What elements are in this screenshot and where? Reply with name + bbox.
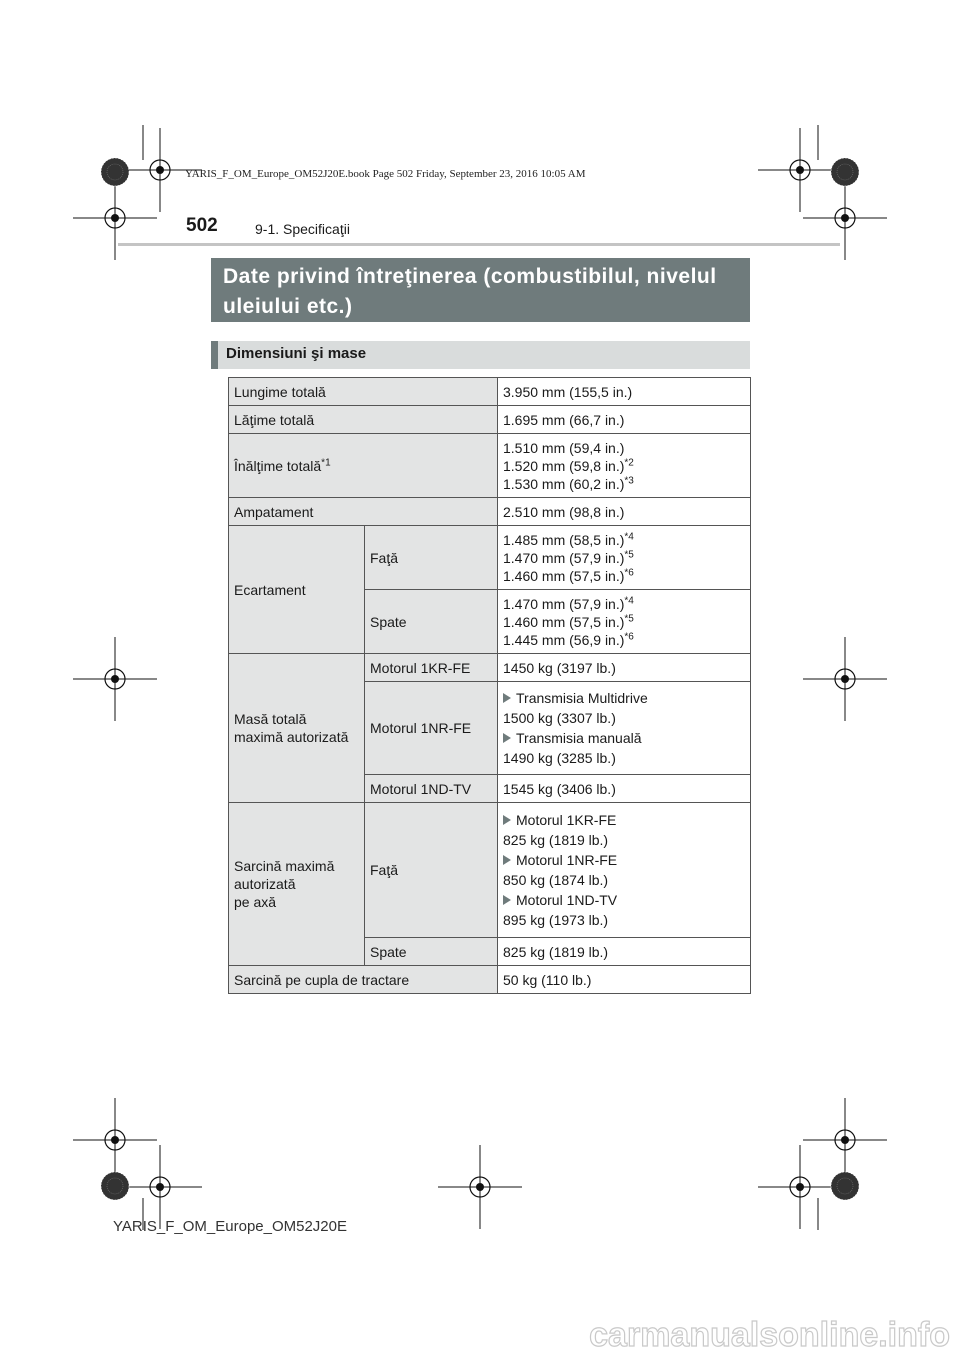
subsection-title: Dimensiuni şi mase xyxy=(211,341,750,369)
row-label: Motorul 1NR-FE xyxy=(365,682,498,775)
row-label: Motorul 1ND-TV xyxy=(365,775,498,803)
row-label: Lăţime totală xyxy=(229,406,498,434)
row-label: Faţă xyxy=(365,803,498,938)
row-label: Lungime totală xyxy=(229,378,498,406)
row-label: Faţă xyxy=(365,526,498,590)
row-label: Motorul 1KR-FE xyxy=(365,654,498,682)
row-label: Spate xyxy=(365,590,498,654)
section-label: 9-1. Specificaţii xyxy=(255,221,350,237)
row-value: 3.950 mm (155,5 in.) xyxy=(498,378,751,406)
group-label: Masă totală maximă autorizată xyxy=(229,654,365,803)
row-value: 825 kg (1819 lb.) xyxy=(498,938,751,966)
row-value: 1.485 mm (58,5 in.)$^{*4}$ 1.470 mm (57,9 in.)$^{*5}$ 1.460 mm (57,5 in.)$^{*6}$ xyxy=(498,526,751,590)
row-value: 2.510 mm (98,8 in.) xyxy=(498,498,751,526)
watermark-text: carmanualsonline.info xyxy=(589,1316,950,1354)
group-label: Sarcină maximă autorizată pe axă xyxy=(229,803,365,966)
row-value: 1.470 mm (57,9 in.)$^{*4}$ 1.460 mm (57,5 in.)$^{*5}$ 1.445 mm (56,9 in.)$^{*6}$ xyxy=(498,590,751,654)
row-label: Spate xyxy=(365,938,498,966)
row-label: Înălţime totală$^{*1}$ xyxy=(229,434,498,498)
row-value: Transmisia Multidrive 1500 kg (3307 lb.) Transmisia manuală 1490 kg (3285 lb.) xyxy=(498,682,751,775)
page-number: 502 xyxy=(186,215,218,236)
book-header: YARIS_F_OM_Europe_OM52J20E.book Page 502 Friday, September 23, 2016 10:05 AM xyxy=(185,168,586,180)
row-value: 1450 kg (3197 lb.) xyxy=(498,654,751,682)
row-value: 50 kg (110 lb.) xyxy=(498,966,751,994)
row-value: Motorul 1KR-FE 825 kg (1819 lb.) Motorul 1NR-FE 850 kg (1874 lb.) Motorul 1ND-TV 895 kg (1973 lb.) xyxy=(498,803,751,938)
row-value: 1.510 mm (59,4 in.) 1.520 mm (59,8 in.)$^{*2}$ 1.530 mm (60,2 in.)$^{*3}$ xyxy=(498,434,751,498)
page-title: Date privind întreţinerea (combustibilul, nivelul uleiului etc.) xyxy=(211,258,750,322)
footer-doc-id: YARIS_F_OM_Europe_OM52J20E xyxy=(113,1218,348,1235)
row-value: 1545 kg (3406 lb.) xyxy=(498,775,751,803)
row-label: Ampatament xyxy=(229,498,498,526)
group-label: Ecartament xyxy=(229,526,365,654)
row-label: Sarcină pe cupla de tractare xyxy=(229,966,498,994)
row-value: 1.695 mm (66,7 in.) xyxy=(498,406,751,434)
